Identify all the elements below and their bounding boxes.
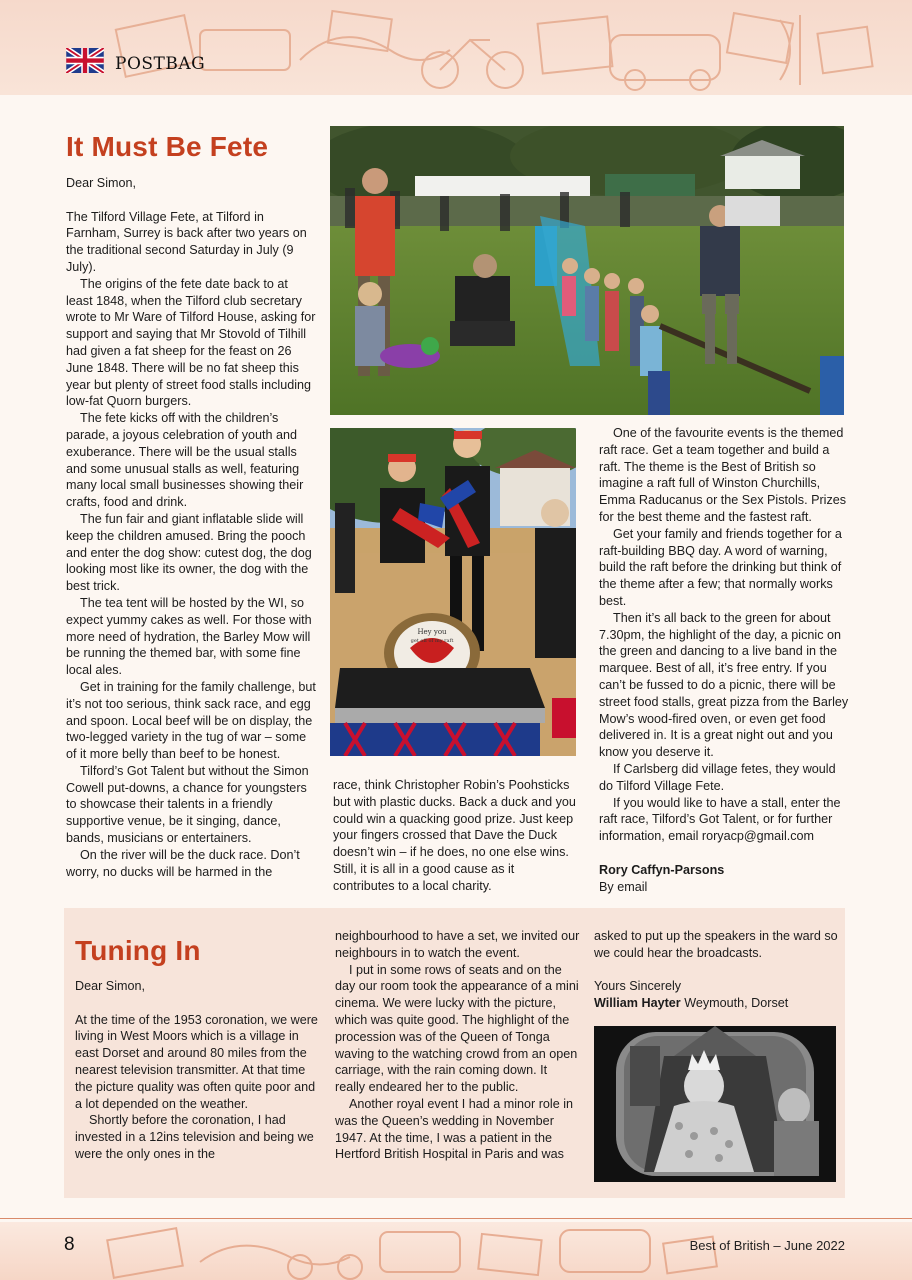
author-via: By email — [599, 879, 648, 894]
raft-photo — [330, 428, 576, 756]
letter1-column-2 — [333, 777, 578, 895]
header-banner — [0, 0, 912, 95]
greeting: Dear Simon, — [66, 176, 136, 190]
union-jack-icon — [66, 48, 104, 73]
paragraph: One of the favourite events is the themed raft race. Get a team together and build a raft. The theme is the Best of British so imagine a raft full of Winston Churchills, Emma Raducanus or the Sex Pistols. Prizes for the best theme and the fastest raft. — [599, 426, 847, 524]
author-name: William Hayter — [594, 996, 681, 1011]
tug-of-war-photo — [330, 126, 844, 415]
paragraph: The tea tent will be hosted by the WI, so expect yummy cakes as well. For those with more need of hydration, the Barley Mow will be running the themed bar, with some fine local ales. — [66, 595, 312, 678]
paragraph: Get your family and friends together for a raft-building BBQ day. A word of warning, build the raft before the drinking but think of the theme after a few; that normally works best. — [599, 526, 842, 608]
letter2-column-1 — [75, 978, 320, 1163]
paragraph: asked to put up the speakers in the ward so we could hear the broadcasts. — [594, 929, 838, 960]
article-title: Tuning In — [75, 935, 201, 966]
paragraph: race, think Christopher Robin’s Poohsticks but with plastic ducks. Back a duck and you could win a quacking good prize. Just keep your fingers crossed that Dave the Duck doesn’t win – if he does, no one else wins. Still, it is all in a good cause as it contributes to a local charity. — [333, 778, 576, 893]
paragraph: Tilford’s Got Talent but without the Simon Cowell put-downs, a chance for youngsters to showcase their talents in a friendly supportive venue, be it singing, dance, bands, musicians or entertainers. — [66, 763, 309, 846]
signoff: Yours Sincerely — [594, 979, 682, 994]
paragraph: Shortly before the coronation, I had invested in a 12ins television and being we were the only ones in the — [75, 1113, 314, 1161]
letter2-column-3 — [594, 928, 839, 1012]
paragraph: If you would like to have a stall, enter the raft race, Tilford’s Got Talent, or for further information, email roryacp@gmail.com — [599, 795, 841, 844]
letter1-column-3 — [599, 425, 849, 895]
publication-name: Best of British – June 2022 — [689, 1238, 845, 1253]
sign-text: get off of my raft — [410, 638, 454, 644]
paragraph: Get in training for the family challenge, but it’s not too serious, think sack race, and egg and spoon. Local beef will be on display, the two-legged variety in the tug of war – some of it more belly than beef to be honest. — [66, 679, 316, 762]
author-name: Rory Caffyn-Parsons — [599, 862, 725, 877]
letter2-column-2 — [335, 928, 580, 1163]
greeting: Dear Simon, — [75, 979, 145, 993]
paragraph: At the time of the 1953 coronation, we were living in West Moors which is a village in east Dorset and around 80 miles from the nearest television transmitter. At that time the picture quality was often quite poor and a lot depended on the weather. — [75, 1012, 318, 1111]
paragraph: If Carlsberg did village fetes, they would do Tilford Village Fete. — [599, 761, 836, 793]
paragraph: On the river will be the duck race. Don’t worry, no ducks will be harmed in the — [66, 847, 300, 879]
paragraph: The fete kicks off with the children’s parade, a joyous celebration of youth and exuberance. There will be the usual stalls and some unusual stalls as well, featuring many local small businesses showing their crafts, food and drink. — [66, 411, 304, 510]
paragraph: Another royal event I had a minor role in was the Queen’s wedding in November 1947. At the time, I was a patient in the Hertford British Hospital in Paris and was — [335, 1096, 574, 1162]
page-number: 8 — [64, 1234, 75, 1255]
paragraph: The origins of the fete date back to at least 1848, when the Tilford club secretary wrote to Mr Ware of Tilford House, asking for support and saying that Mr Stovold of Tilhill had given a fat sheep for the feast on 26 June 1848. There will be no fat sheep this year but plenty of street food stalls including low-fat Quorn burgers. — [66, 276, 316, 409]
paragraph: neighbourhood to have a set, we invited our neighbours in to watch the event. — [335, 929, 580, 960]
footer-rule — [0, 1218, 912, 1219]
section-label: POSTBAG — [115, 54, 206, 74]
paragraph: I put in some rows of seats and on the day our room took the appearance of a mini cinema. We were lucky with the picture, which was quite good. The highlight of the procession was of the Queen of Tonga waving to the watching crowd from an open carriage, with the rain coming down. It really endeared her to the public. — [335, 962, 579, 1095]
letter1-column-1 — [66, 175, 316, 880]
author-location: Weymouth, Dorset — [684, 996, 789, 1011]
article-title: It Must Be Fete — [66, 131, 269, 162]
sign-text: Hey you — [417, 628, 447, 636]
paragraph: The Tilford Village Fete, at Tilford in Farnham, Surrey is back after two years on the traditional second Saturday in July (9 July). — [66, 209, 307, 274]
paragraph: Then it’s all back to the green for about 7.30pm, the highlight of the day, a picnic on the green and dancing to a live band in the marquee. Best of all, it’s free entry. If you can’t be fussed to do a picnic, there will be street food stalls, great pizza from the Barley Mow’s wood-fired oven, or even get food delivered in. It is a great night out and you know you deserve it. — [599, 610, 849, 760]
author-line — [594, 995, 839, 1012]
coronation-tv-photo — [594, 1026, 836, 1182]
vintage-collage-illustration — [0, 0, 912, 95]
paragraph: The fun fair and giant inflatable slide will keep the children amused. Bring the pooch and enter the dog show: cutest dog, the dog looking most like its owner, the dog with the best trick. — [66, 511, 312, 594]
